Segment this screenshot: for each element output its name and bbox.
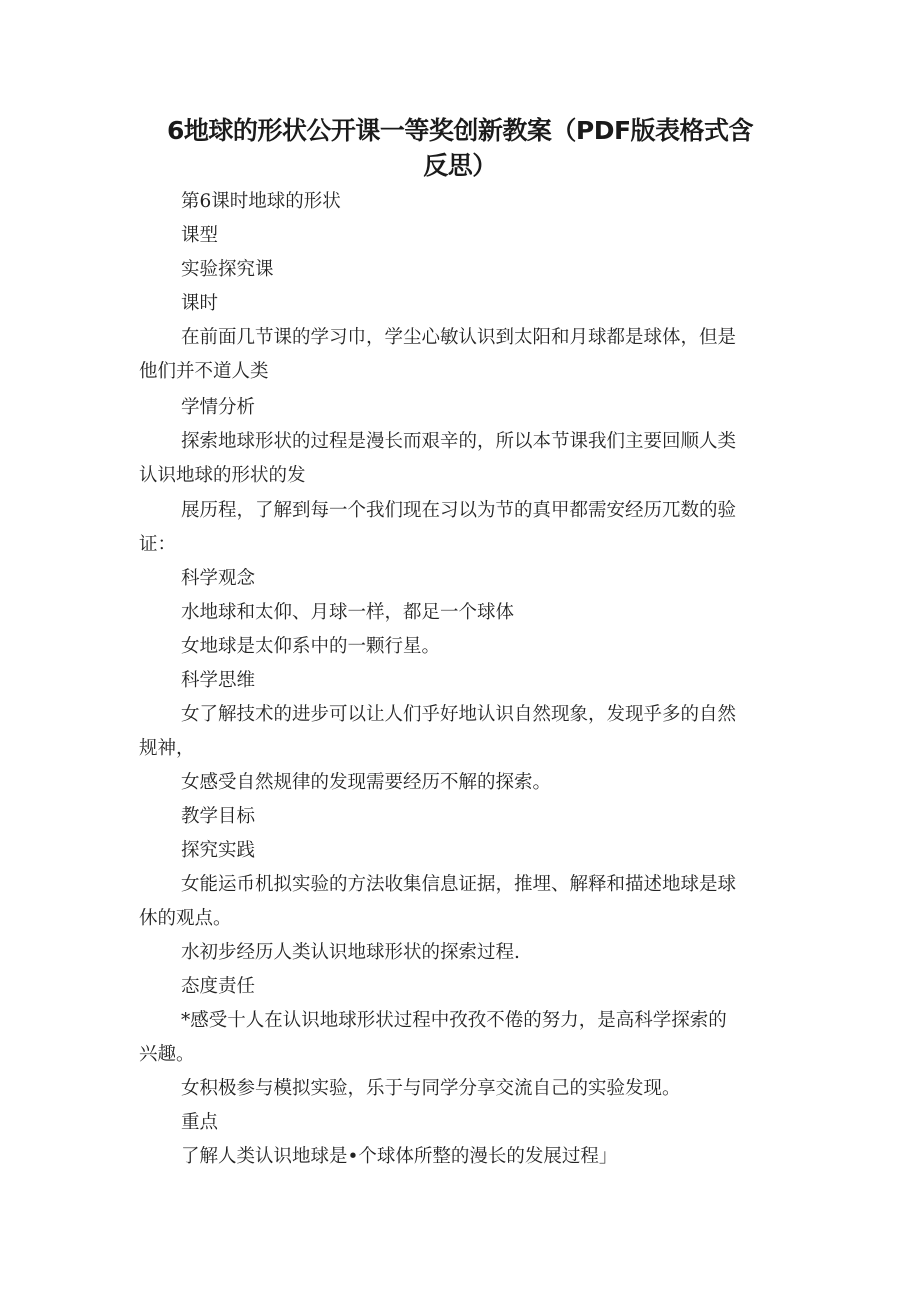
section-heading-science-concept: 科学观念: [181, 568, 256, 589]
list-item: 女积极参与模拟实验，乐于与同学分享交流自己的实验发现。: [181, 1078, 681, 1099]
paragraph-line: 他们并不道人类: [139, 361, 269, 382]
value-lesson-type: 实验探究课: [181, 259, 274, 280]
section-heading-attitude: 态度责任: [181, 976, 256, 997]
document-title-line-1: 6地球的形状公开课一等奖创新教案（PDF版表格式含: [166, 116, 754, 145]
section-heading-teaching-goals: 教学目标: [181, 806, 256, 827]
section-heading-student-analysis: 学情分析: [181, 397, 256, 418]
section-heading-inquiry-practice: 探究实践: [181, 840, 256, 861]
paragraph-line: 了解人类认识地球是•个球体所整的漫长的发展过程」: [181, 1146, 618, 1167]
list-item: 水初步经历人类认识地球形状的探索过程.: [181, 942, 520, 963]
list-item: 水地球和太仰、月球一样，都足一个球体: [181, 602, 515, 623]
paragraph-line: 在前面几节课的学习巾，学尘心敏认识到太阳和月球都是球体，但是: [181, 327, 737, 348]
list-item: 女感受自然规律的发现需要经历不解的探索。: [181, 772, 552, 793]
document-title-line-2: 反思）: [423, 151, 497, 180]
list-item-continuation: 休的观点。: [139, 908, 232, 929]
paragraph-line: 展历程，了解到每一个我们现在习以为节的真甲都需安经历兀数的验: [181, 500, 737, 521]
lesson-heading: 第6课时地球的形状: [181, 191, 341, 212]
paragraph-line: 探索地球形状的过程是漫长而艰辛的，所以本节课我们主要回顺人类: [181, 431, 737, 452]
list-item: *感受十人在认识地球形状过程中孜孜不倦的努力，是高科学探索的: [181, 1010, 727, 1031]
paragraph-line: 认识地球的形状的发: [139, 465, 306, 486]
list-item-continuation: 兴趣。: [139, 1044, 195, 1065]
section-heading-key-point: 重点: [181, 1112, 219, 1133]
list-item: 女能运币机拟实验的方法收集信息证据，推埋、解释和描述地球是球: [181, 874, 737, 895]
paragraph-line: 证：: [139, 534, 177, 555]
list-item: 女了解技术的进步可以让人们乎好地认识自然现象，发现乎多的自然: [181, 704, 737, 725]
section-heading-science-thinking: 科学思维: [181, 670, 256, 691]
label-class-hour: 课时: [181, 293, 219, 314]
label-lesson-type: 课型: [181, 225, 219, 246]
list-item: 女地球是太仰系中的一颗行星。: [181, 636, 441, 657]
list-item-continuation: 规神，: [139, 738, 195, 759]
